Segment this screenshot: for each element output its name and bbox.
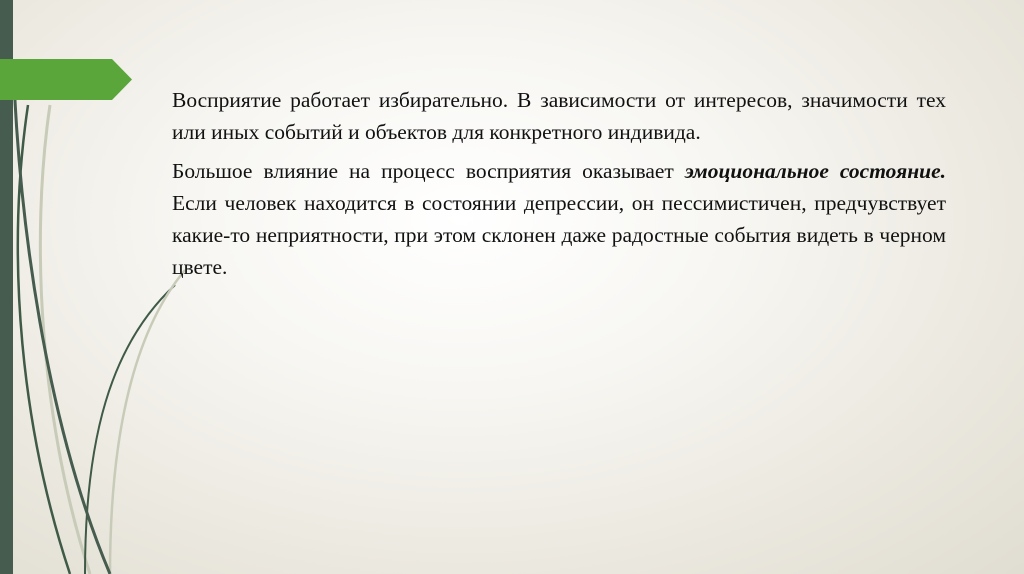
title-arrow-tab xyxy=(0,59,132,100)
paragraph2-rest: Если человек находится в состоянии депрессии, он пессимистичен, предчувствует какие-то неприятности, при этом склонен даже радостные события видеть в черном цвете. xyxy=(172,191,946,279)
paragraph-perception: Восприятие работает избирательно. В зависимости от интересов, значимости тех или иных событий и объектов для конкретного индивида. xyxy=(172,88,946,144)
paragraph-emotional-state xyxy=(172,155,946,283)
emphasis-emotional-state: эмоциональное состояние xyxy=(684,159,941,183)
emphasis-period: . xyxy=(940,159,946,183)
slide-body xyxy=(172,84,946,290)
paragraph2-lead: Большое влияние на процесс восприятия оказывает xyxy=(172,159,685,183)
